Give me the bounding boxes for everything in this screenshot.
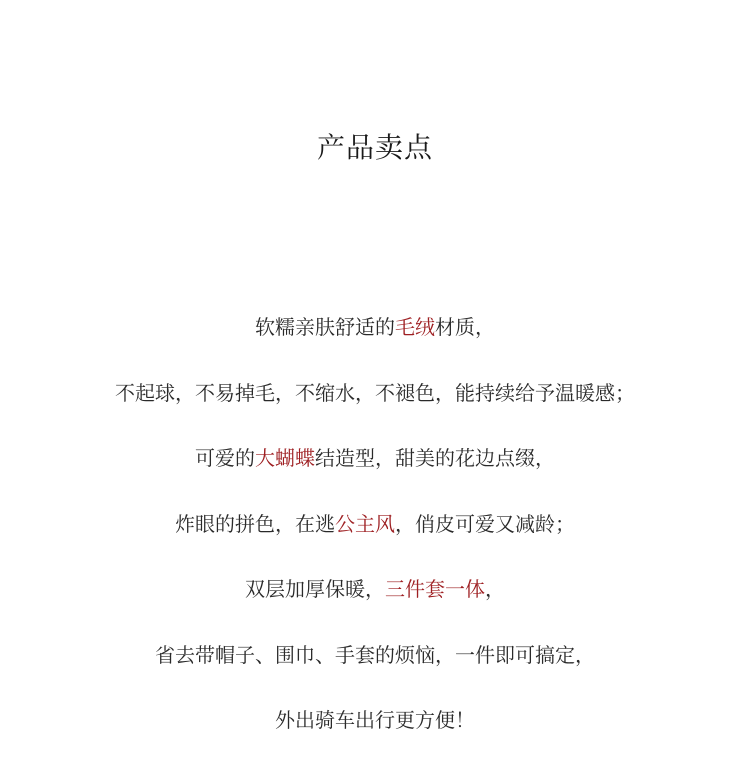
selling-point-line	[0, 373, 750, 439]
line-text: 可爱的	[195, 446, 255, 470]
line-text: 炸眼的拼色，在逃	[175, 511, 335, 536]
selling-point-line	[0, 569, 750, 635]
highlight-text: 公主风	[335, 511, 395, 536]
line-text: ，	[485, 577, 505, 601]
line-text: 双层加厚保暖，	[245, 577, 385, 601]
selling-point-line	[0, 700, 750, 766]
line-text: ，俏皮可爱又减龄；	[395, 511, 575, 536]
line-text: 外出骑车出行更方便！	[275, 708, 475, 732]
highlight-text: 三件套一体	[385, 577, 485, 601]
selling-point-line	[0, 504, 750, 570]
page-title: 产品卖点	[316, 131, 433, 164]
highlight-text: 毛绒	[395, 315, 435, 339]
selling-point-line	[0, 307, 750, 373]
selling-points-list	[0, 307, 750, 766]
line-text: 软糯亲肤舒适的	[255, 315, 395, 339]
selling-point-line	[0, 635, 750, 701]
highlight-text: 大蝴蝶	[255, 446, 315, 470]
line-text: 结造型，甜美的花边点缀，	[315, 446, 555, 470]
line-text: 省去带帽子、围巾、手套的烦恼，一件即可搞定，	[155, 642, 595, 667]
selling-point-line	[0, 438, 750, 504]
line-text: 不起球，不易掉毛，不缩水，不褪色，能持续给予温暖感；	[115, 380, 635, 405]
line-text: 材质，	[435, 315, 495, 339]
